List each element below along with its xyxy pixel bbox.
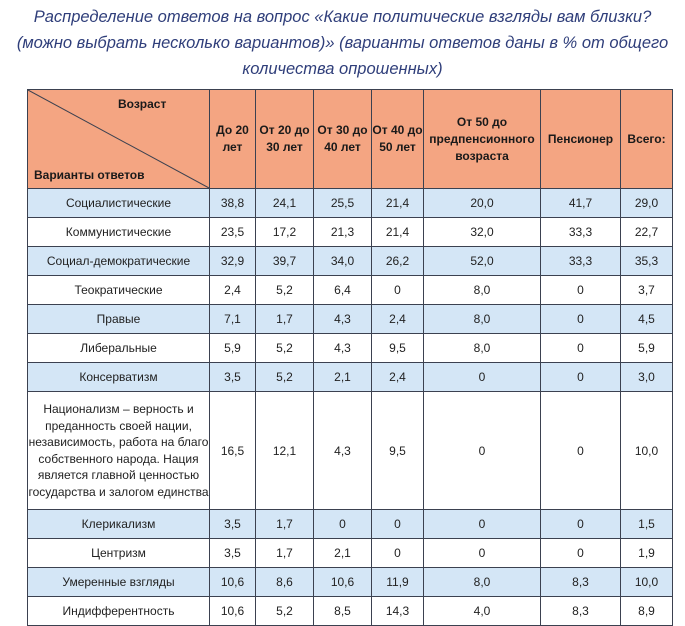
value-cell: 0 <box>372 510 424 539</box>
column-header: От 20 до 30 лет <box>256 90 314 189</box>
value-cell: 10,6 <box>210 568 256 597</box>
row-label: Национализм – верность и преданность своей нации, независимость, работа на благо собственного народа. Нация является главной ценностью государства и залогом единства <box>28 392 210 510</box>
age-header-label: Возраст <box>118 97 167 111</box>
value-cell: 8,0 <box>424 568 541 597</box>
value-cell: 1,7 <box>256 305 314 334</box>
value-cell: 1,7 <box>256 510 314 539</box>
column-header: Всего: <box>621 90 673 189</box>
value-cell: 33,3 <box>541 247 621 276</box>
value-cell: 8,0 <box>424 334 541 363</box>
value-cell: 0 <box>424 510 541 539</box>
table-row <box>28 276 673 305</box>
value-cell: 5,2 <box>256 276 314 305</box>
row-label: Социал-демократические <box>28 247 210 276</box>
corner-header-cell <box>28 90 210 189</box>
value-cell: 5,2 <box>256 597 314 626</box>
value-cell: 29,0 <box>621 189 673 218</box>
column-header: От 30 до 40 лет <box>314 90 372 189</box>
value-cell: 8,0 <box>424 305 541 334</box>
table-body <box>28 189 673 626</box>
value-cell: 10,6 <box>210 597 256 626</box>
header-row <box>28 90 673 189</box>
value-cell: 32,9 <box>210 247 256 276</box>
value-cell: 5,2 <box>256 334 314 363</box>
value-cell: 0 <box>541 363 621 392</box>
column-header: От 40 до 50 лет <box>372 90 424 189</box>
value-cell: 0 <box>372 539 424 568</box>
value-cell: 20,0 <box>424 189 541 218</box>
value-cell: 17,2 <box>256 218 314 247</box>
value-cell: 10,0 <box>621 392 673 510</box>
value-cell: 23,5 <box>210 218 256 247</box>
value-cell: 1,5 <box>621 510 673 539</box>
value-cell: 3,5 <box>210 363 256 392</box>
value-cell: 9,5 <box>372 334 424 363</box>
row-label: Центризм <box>28 539 210 568</box>
value-cell: 32,0 <box>424 218 541 247</box>
table-row <box>28 568 673 597</box>
value-cell: 41,7 <box>541 189 621 218</box>
value-cell: 8,5 <box>314 597 372 626</box>
value-cell: 8,6 <box>256 568 314 597</box>
value-cell: 0 <box>314 510 372 539</box>
value-cell: 22,7 <box>621 218 673 247</box>
table-row <box>28 392 673 510</box>
value-cell: 2,1 <box>314 539 372 568</box>
table-row <box>28 510 673 539</box>
data-table <box>27 89 673 626</box>
value-cell: 4,3 <box>314 392 372 510</box>
value-cell: 0 <box>424 539 541 568</box>
row-label: Индифферентность <box>28 597 210 626</box>
column-header: Пенсионер <box>541 90 621 189</box>
value-cell: 11,9 <box>372 568 424 597</box>
value-cell: 1,9 <box>621 539 673 568</box>
value-cell: 3,5 <box>210 539 256 568</box>
value-cell: 0 <box>541 539 621 568</box>
value-cell: 5,2 <box>256 363 314 392</box>
value-cell: 0 <box>372 276 424 305</box>
value-cell: 0 <box>541 334 621 363</box>
value-cell: 52,0 <box>424 247 541 276</box>
value-cell: 39,7 <box>256 247 314 276</box>
row-label: Правые <box>28 305 210 334</box>
value-cell: 3,5 <box>210 510 256 539</box>
value-cell: 12,1 <box>256 392 314 510</box>
value-cell: 5,9 <box>621 334 673 363</box>
value-cell: 6,4 <box>314 276 372 305</box>
value-cell: 3,7 <box>621 276 673 305</box>
caption-line-3: количества опрошенных) <box>242 60 443 78</box>
table-row <box>28 539 673 568</box>
row-label: Клерикализм <box>28 510 210 539</box>
value-cell: 10,6 <box>314 568 372 597</box>
table-caption <box>0 0 685 78</box>
value-cell: 16,5 <box>210 392 256 510</box>
row-label: Либеральные <box>28 334 210 363</box>
value-cell: 0 <box>424 392 541 510</box>
value-cell: 33,3 <box>541 218 621 247</box>
row-label: Социалистические <box>28 189 210 218</box>
column-header: До 20 лет <box>210 90 256 189</box>
value-cell: 4,5 <box>621 305 673 334</box>
value-cell: 7,1 <box>210 305 256 334</box>
value-cell: 35,3 <box>621 247 673 276</box>
column-header: От 50 до предпенсионного возраста <box>424 90 541 189</box>
value-cell: 0 <box>541 392 621 510</box>
value-cell: 5,9 <box>210 334 256 363</box>
value-cell: 0 <box>541 510 621 539</box>
value-cell: 34,0 <box>314 247 372 276</box>
value-cell: 10,0 <box>621 568 673 597</box>
row-label: Теократические <box>28 276 210 305</box>
row-label: Умеренные взгляды <box>28 568 210 597</box>
options-header-label: Варианты ответов <box>34 168 145 182</box>
value-cell: 8,3 <box>541 597 621 626</box>
table-row <box>28 305 673 334</box>
value-cell: 0 <box>424 363 541 392</box>
table-row <box>28 247 673 276</box>
value-cell: 9,5 <box>372 392 424 510</box>
table-row <box>28 363 673 392</box>
value-cell: 2,4 <box>372 363 424 392</box>
row-label: Консерватизм <box>28 363 210 392</box>
value-cell: 24,1 <box>256 189 314 218</box>
caption-line-2: (можно выбрать несколько вариантов)» (варианты ответов даны в % от общего <box>16 34 669 52</box>
value-cell: 4,3 <box>314 305 372 334</box>
table-row <box>28 334 673 363</box>
value-cell: 8,9 <box>621 597 673 626</box>
value-cell: 2,4 <box>210 276 256 305</box>
value-cell: 21,4 <box>372 189 424 218</box>
value-cell: 14,3 <box>372 597 424 626</box>
value-cell: 26,2 <box>372 247 424 276</box>
table-row <box>28 218 673 247</box>
value-cell: 38,8 <box>210 189 256 218</box>
row-label: Коммунистические <box>28 218 210 247</box>
table-row <box>28 189 673 218</box>
caption-line-1: Распределение ответов на вопрос «Какие политические взгляды вам близки? <box>33 8 652 26</box>
value-cell: 1,7 <box>256 539 314 568</box>
value-cell: 4,0 <box>424 597 541 626</box>
value-cell: 2,4 <box>372 305 424 334</box>
value-cell: 0 <box>541 305 621 334</box>
value-cell: 21,3 <box>314 218 372 247</box>
value-cell: 8,3 <box>541 568 621 597</box>
value-cell: 2,1 <box>314 363 372 392</box>
value-cell: 3,0 <box>621 363 673 392</box>
value-cell: 8,0 <box>424 276 541 305</box>
table-row <box>28 597 673 626</box>
value-cell: 25,5 <box>314 189 372 218</box>
value-cell: 0 <box>541 276 621 305</box>
value-cell: 4,3 <box>314 334 372 363</box>
value-cell: 21,4 <box>372 218 424 247</box>
